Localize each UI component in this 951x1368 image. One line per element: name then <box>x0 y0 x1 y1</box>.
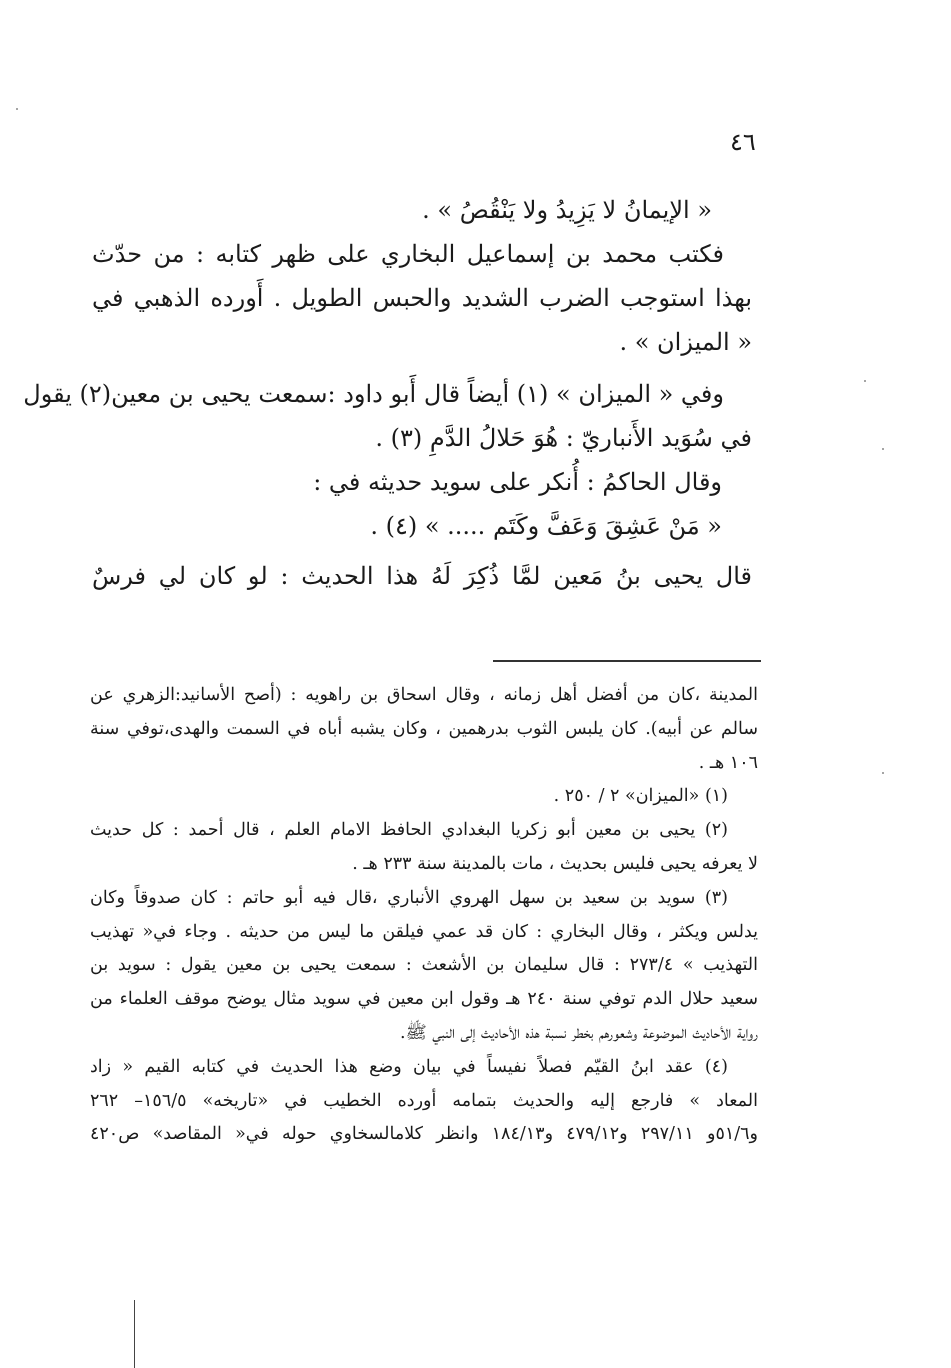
footnote-line-3: ١٠٦ هـ . <box>698 752 758 773</box>
footnote-4-line-2: المعاد » فارجع إليه والحديث بتمامه أورده الخطيب في «تاريخه» ١٥٦/٥– ٢٦٢ <box>90 1090 758 1111</box>
footnote-2-line-2: لا يعرفه يحيى فليس بحديث ، مات بالمدينة سنة ٢٣٣ هـ . <box>352 853 758 874</box>
scan-speck <box>882 448 884 450</box>
footnote-3-line-2: يدلس ويكثر ، وقال البخاري : كان قد عمي فيلقن ما ليس من حديثه . وجاء في« تهذيب <box>90 921 758 942</box>
footnote-line-2: سالم عن أبيه). كان يلبس الثوب بدرهمين ، وكان يشبه أباه في السمت والهدى،توفي سنة <box>90 718 758 739</box>
main-text <box>23 190 752 600</box>
main-line-4: « الميزان » . <box>619 328 752 356</box>
footnote-line-1: المدينة ،كان من أفضل أهل زمانه ، وقال اسحاق بن راهويه : (أصح الأسانيد:الزهري عن <box>90 685 758 705</box>
footnote-1: (١) «الميزان» ٢ / ٢٥٠ . <box>553 786 728 807</box>
footnote-3-line-1: (٣) سويد بن سعيد بن سهل الهروي الأنباري ،قال فيه أبو حاتم : كان صدوقاً وكان <box>90 887 728 908</box>
scan-speck <box>864 380 866 382</box>
footnote-2-line-1: (٢) يحيى بن معين أبو زكريا البغدادي الحافظ الامام العلم ، قال أحمد : كل حديث <box>90 820 728 841</box>
footnote-4-line-1: (٤) عقد ابنُ القيّم فصلاً نفيساً في بيان وضع هذا الحديث في كتابه القيم « زاد <box>90 1056 728 1077</box>
main-line-6: في سُوَيد الأَنباريّ : هُوَ حَلالُ الدَّمِ (٣) . <box>375 424 752 452</box>
main-line-7: وقال الحاكمُ : أُنكر على سويد حديثه في : <box>313 468 722 496</box>
scan-speck <box>16 108 18 110</box>
main-line-5: وفي « الميزان » (١) أيضاً قال أَبو داود :سمعت يحيى بن معين(٢) يقول <box>23 380 724 408</box>
page-number: ٤٦ <box>730 128 756 156</box>
footnote-separator <box>493 660 761 662</box>
footnote-3-line-5: رواية الأحاديث الموضوعة وشعورهم بخطر نسبة هذه الأحاديث إلى النبي ﷺ. <box>400 1022 758 1043</box>
footnote-3-line-4: سعيد حلال الدم توفي سنة ٢٤٠ هـ وقول ابن معين في سويد مثال يوضح موقف العلماء من <box>90 989 758 1010</box>
main-line-2: فكتب محمد بن إسماعيل البخاري على ظهر كتابه : من حدّث <box>92 240 725 268</box>
footnote-3-line-3: التهذيب » ٢٧٣/٤ : قال سليمان بن الأشعث : سمعت يحيى بن معين يقول : سويد بن <box>90 955 758 976</box>
footnote-4-line-3: و٥١/٦و ٢٩٧/١١ و٤٧٩/١٢ و١٨٤/١٣ وانظر كلامالسخاوي حوله في« المقاصد» ص٤٢٠ <box>90 1124 758 1145</box>
main-line-9: قال يحيى بنُ مَعين لمَّا ذُكِرَ لَهُ هذا الحديث : لو كان لي فرسٌ <box>92 562 752 590</box>
main-line-3: بهذا استوجب الضرب الشديد والحبس الطويل . أَورده الذهبي في <box>92 284 752 312</box>
main-line-8: « مَنْ عَشِقَ وَعَفَّ وكَتَم ..... » (٤) . <box>370 512 722 540</box>
footnotes <box>90 680 758 1153</box>
scan-speck <box>882 772 884 774</box>
scan-margin-line <box>134 1300 135 1368</box>
main-line-1: « الإيمانُ لا يَزِيدُ ولا يَنْقُصُ » . <box>422 196 712 224</box>
